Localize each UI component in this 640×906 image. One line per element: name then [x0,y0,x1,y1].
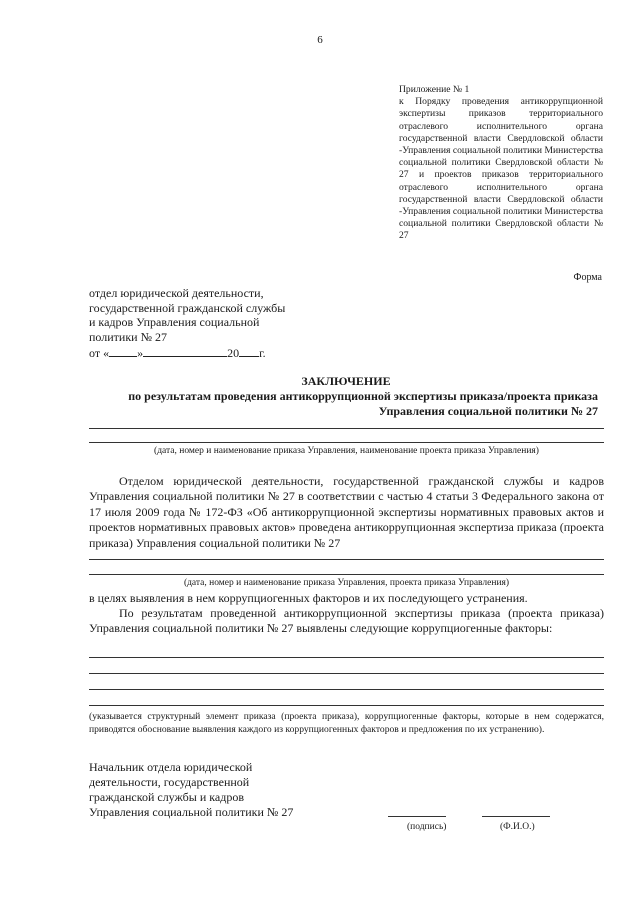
signer-line-1: Начальник отдела юридической [89,760,253,774]
paragraph-expertise: Отделом юридической деятельности, государственной гражданской службы и кадров Управления социальной политики № 27 в соответствии с частью 4 статьи 3 Федерального закона от 17 июля 2009 года № 172-ФЗ «Об антикоррупционной экспертизы нормативных правовых актов и проектов нормативных правовых актов» проведена антикоррупционная экспертиза приказа (проекта приказа) Управления социальной политики № 27 [89,474,605,550]
blank-line[interactable] [89,689,604,690]
year-blank[interactable] [239,344,259,357]
heading-title: ЗАКЛЮЧЕНИЕ [301,374,391,388]
caption-act-details: (дата, номер и наименование приказа Управления, проекта приказа Управления) [183,578,510,588]
signature-line[interactable] [388,816,446,817]
blank-line[interactable] [89,442,604,443]
signature-label: (подпись) [407,822,447,832]
date-line [89,344,266,361]
department-line-2: государственной гражданской службы [89,300,286,315]
name-line[interactable] [482,816,550,817]
appendix-title: Приложение № 1 [399,84,470,95]
date-suffix: г. [259,346,266,360]
heading-line-2: по результатам проведения антикоррупционной экспертизы приказа/проекта приказа [128,389,598,403]
appendix-text: к Порядку проведения антикоррупционной экспертизы приказов территориального отраслевого исполнительного органа государственной власти Свердловской области -Управления социальной политики Министерства социальной политики Свердловской области № 27 и проектов приказов территориального отраслевого исполнительного органа государственной власти Свердловской области -Управления социальной политики Министерства социальной политики Свердловской области № 27 [399,96,603,242]
year-prefix: 20 [227,346,240,360]
month-blank[interactable] [143,344,227,357]
department-line-4: политики № 27 [89,329,168,344]
department-line-3: и кадров Управления социальной [89,315,260,330]
blank-line[interactable] [89,673,604,674]
appendix-block [399,84,603,243]
blank-line[interactable] [89,705,604,706]
name-label: (Ф.И.О.) [500,822,535,832]
blank-line[interactable] [89,574,604,575]
date-prefix: от « [89,346,110,360]
signer-line-3: гражданской службы и кадров [89,790,244,804]
page-number: 6 [317,34,323,46]
date-mid: » [137,346,144,360]
signer-line-4: Управления социальной политики № 27 [89,805,294,819]
department-line-1: отдел юридической деятельности, [89,286,264,300]
paragraph-results: По результатам проведенной антикоррупционной экспертизы приказа (проекта приказа) Управления социальной политики № 27 выявлены следующие коррупциогенные факторы: [89,606,604,636]
document-heading [88,374,604,419]
form-label: Форма [573,272,602,283]
blank-line[interactable] [89,428,604,429]
blank-line[interactable] [89,559,604,560]
signature-block [89,760,349,820]
day-blank[interactable] [109,344,137,357]
blank-line[interactable] [89,657,604,658]
caption-act-name: (дата, номер и наименование приказа Управления, наименование проекта приказа Управления) [154,446,539,456]
heading-line-3: Управления социальной политики № 27 [378,404,598,418]
department-block [89,286,349,344]
paragraph-purpose: в целях выявления в нем коррупциогенных факторов и их последующего устранения. [89,591,528,605]
signer-line-2: деятельности, государственной [89,775,250,789]
instruction-note: (указывается структурный элемент приказа (проекта приказа), коррупциогенные факторы, которые в нем содержатся, приводятся обоснование выявления каждого из коррупциогенных факторов и предложения по их устранению). [89,711,604,735]
